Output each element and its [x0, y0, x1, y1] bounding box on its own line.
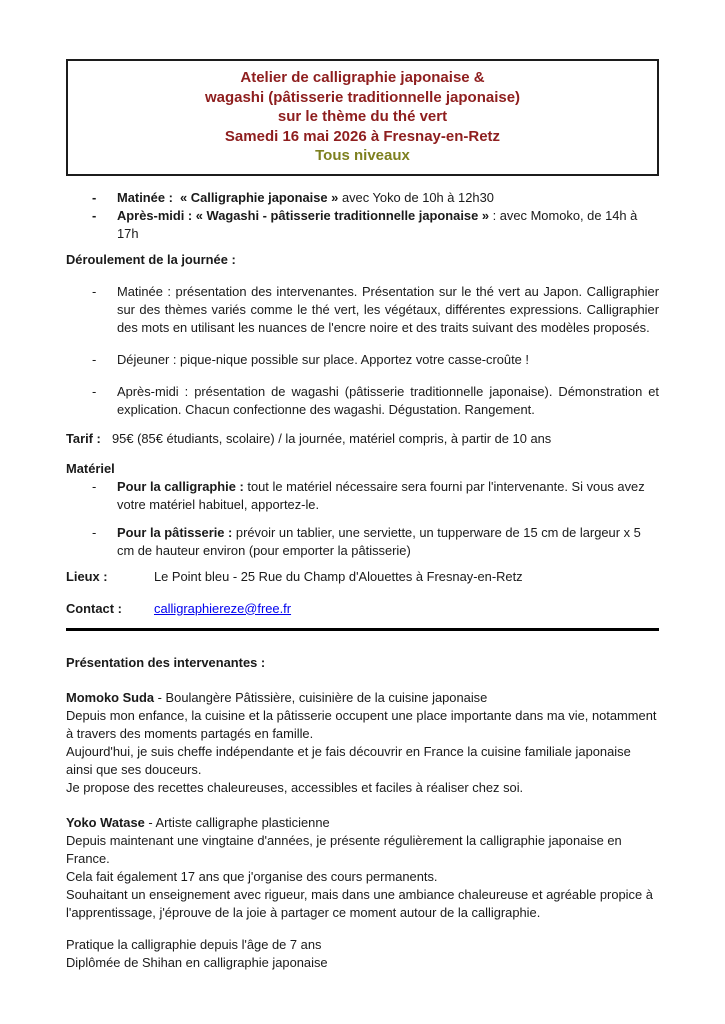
- presenter-name: Yoko Watase: [66, 814, 145, 830]
- event-header-box: [66, 59, 659, 176]
- day-item-text: Déjeuner : pique-nique possible sur place. Apportez votre casse-croûte !: [117, 351, 530, 367]
- credential-line: Diplômée de Shihan en calligraphie japonaise: [66, 954, 328, 970]
- dash-bullet: -: [92, 189, 97, 205]
- day-schedule-heading: Déroulement de la journée :: [66, 251, 236, 267]
- materiel-item-patisserie: [66, 524, 659, 560]
- materiel-heading: Matériel: [66, 460, 115, 476]
- dash-bullet: -: [92, 283, 97, 299]
- lieux-value: Le Point bleu - 25 Rue du Champ d'Alouettes à Fresnay-en-Retz: [154, 568, 523, 584]
- contact-email-link[interactable]: calligraphiereze@free.fr: [154, 600, 292, 616]
- schedule-item-bold: Matinée : « Calligraphie japonaise »: [117, 189, 339, 205]
- day-item-afternoon: [66, 383, 659, 419]
- schedule-list: [66, 189, 659, 243]
- presenter-bio-line: Aujourd'hui, je suis cheffe indépendante et je fais découvrir en France la cuisine familiale japonaise ainsi que ses douceurs.: [66, 743, 631, 777]
- dash-bullet: -: [92, 478, 97, 494]
- event-title-line-2: wagashi (pâtisserie traditionnelle japonaise): [204, 88, 521, 106]
- presenter-name-line: [66, 689, 659, 707]
- presenter-momoko: [66, 689, 659, 797]
- materiel-item-rest: prévoir un tablier, une serviette, un tupperware de 15 cm de largeur x 5 cm de hauteur environ (pour emporter la pâtisserie): [117, 524, 641, 558]
- schedule-item-morning: [66, 189, 659, 207]
- day-item-lunch: [66, 351, 659, 369]
- schedule-item-afternoon: [66, 207, 659, 243]
- day-item-text: Après-midi : présentation de wagashi (pâtisserie traditionnelle japonaise). Démonstration et explication. Chacun confectionne des wagashi. Dégustation. Rangement.: [117, 383, 659, 417]
- presenter-bio-line: Depuis maintenant une vingtaine d'années, je présente régulièrement la calligraphie japonaise en France.: [66, 832, 622, 866]
- contact-label: Contact :: [66, 600, 122, 616]
- dash-bullet: -: [92, 207, 97, 223]
- dash-bullet: -: [92, 351, 97, 367]
- materiel-item-text: [117, 478, 659, 514]
- event-title-line-4: Samedi 16 mai 2026 à Fresnay-en-Retz: [224, 127, 501, 145]
- schedule-item-text: [117, 207, 659, 243]
- event-title-line-3: sur le thème du thé vert: [277, 108, 448, 125]
- presenter-bio-line: Je propose des recettes chaleureuses, accessibles et faciles à réaliser chez soi.: [66, 779, 524, 795]
- contact-row: [66, 600, 659, 618]
- lieux-label: Lieux :: [66, 568, 108, 584]
- schedule-item-rest: : avec Momoko, de 14h à 17h: [117, 207, 641, 241]
- dash-bullet: -: [92, 524, 97, 540]
- presenter-title: - Boulangère Pâtissière, cuisinière de la cuisine japonaise: [154, 689, 488, 705]
- tarif-row: [66, 430, 659, 448]
- presenter-name: Momoko Suda: [66, 689, 155, 705]
- presenter-title: - Artiste calligraphe plasticienne: [144, 814, 330, 830]
- day-schedule-list: [66, 283, 659, 419]
- schedule-item-bold: Après-midi : « Wagashi - pâtisserie traditionnelle japonaise »: [117, 207, 490, 223]
- materiel-item-calligraphie: [66, 478, 659, 514]
- presenter-credentials: [66, 936, 659, 972]
- dash-bullet: -: [92, 383, 97, 399]
- tarif-value: 95€ (85€ étudiants, scolaire) / la journée, matériel compris, à partir de 10 ans: [112, 430, 552, 446]
- presenter-yoko: [66, 814, 659, 922]
- day-item-morning: [66, 283, 659, 337]
- materiel-item-text: [117, 524, 659, 560]
- presenter-name-line: [66, 814, 659, 832]
- materiel-item-rest: tout le matériel nécessaire sera fourni par l'intervenante. Si vous avez votre matériel habituel, apportez-le.: [117, 478, 645, 512]
- credential-line: Pratique la calligraphie depuis l'âge de 7 ans: [66, 936, 322, 952]
- event-title-line-1: Atelier de calligraphie japonaise &: [240, 69, 485, 86]
- tarif-label: Tarif :: [66, 430, 101, 446]
- presenter-bio-line: Depuis mon enfance, la cuisine et la pâtisserie occupent une place importante dans ma vie, notamment à travers des moments partagés en famille.: [66, 707, 657, 741]
- presenter-bio-line: Souhaitant un enseignement avec rigueur, mais dans une ambiance chaleureuse et agréable propice à l'apprentissage, j'éprouve de la joie à partager ce moment autour de la calligraphie.: [66, 886, 653, 920]
- schedule-item-text: [117, 189, 659, 207]
- event-level-note: Tous niveaux: [315, 147, 410, 164]
- presenters-heading: Présentation des intervenantes :: [66, 654, 266, 670]
- schedule-item-rest: avec Yoko de 10h à 12h30: [338, 189, 494, 205]
- materiel-item-bold: Pour la calligraphie :: [117, 478, 244, 494]
- materiel-list: [66, 478, 659, 560]
- day-item-text: Matinée : présentation des intervenantes. Présentation sur le thé vert au Japon. Calligraphier sur des thèmes variés comme le thé vert, les végétaux, différentes expressions. Calligraphier des mots en utilisant les nuances de l'encre noire et des traits suivant des modèles proposés.: [117, 283, 659, 335]
- section-divider: [66, 628, 659, 631]
- lieux-row: [66, 568, 659, 586]
- presenter-bio-line: Cela fait également 17 ans que j'organise des cours permanents.: [66, 868, 438, 884]
- materiel-item-bold: Pour la pâtisserie :: [117, 524, 233, 540]
